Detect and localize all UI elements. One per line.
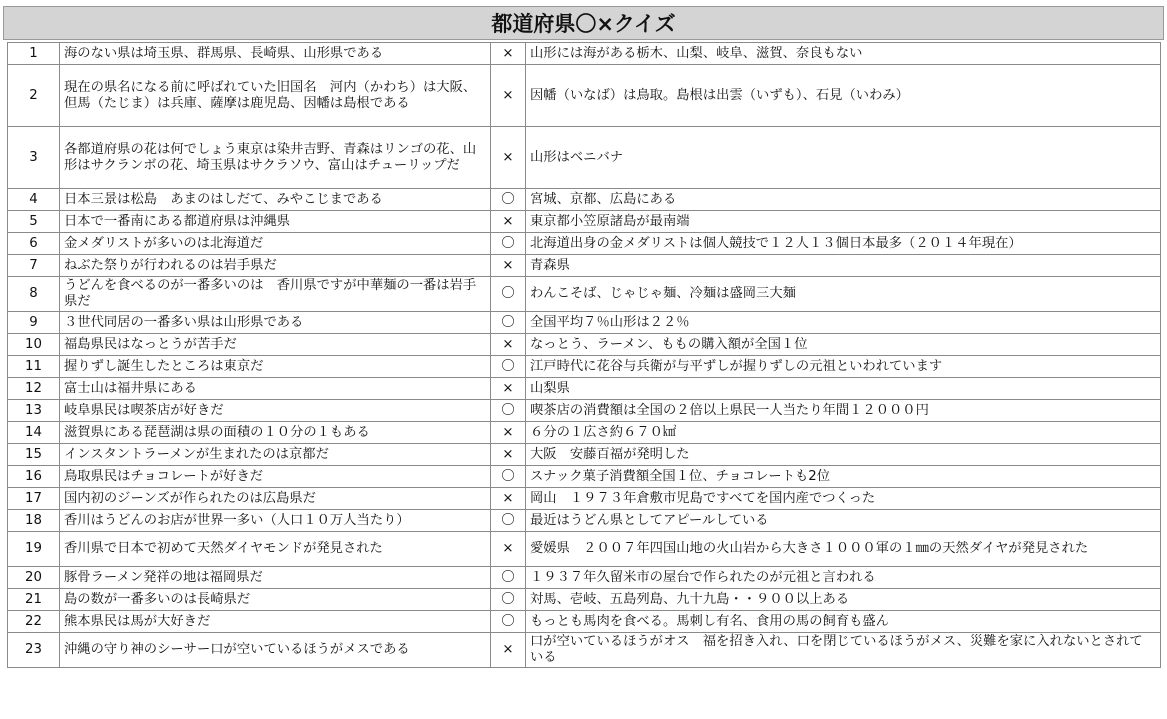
table-row bbox=[8, 312, 1161, 334]
quiz-answer-cell: 江戸時代に花谷与兵衛が与平ずしが握りずしの元祖といわれています bbox=[526, 356, 1161, 378]
quiz-question-cell: 岐阜県民は喫茶店が好きだ bbox=[60, 400, 491, 422]
quiz-answer-cell: ６分の１広さ約６７０㎢ bbox=[526, 422, 1161, 444]
quiz-mark-cell: × bbox=[491, 444, 526, 466]
quiz-question-cell: 鳥取県民はチョコレートが好きだ bbox=[60, 466, 491, 488]
quiz-number-cell: 9 bbox=[8, 312, 60, 334]
quiz-mark-cell: × bbox=[491, 422, 526, 444]
quiz-answer-cell: 対馬、壱岐、五島列島、九十九島・・９００以上ある bbox=[526, 589, 1161, 611]
quiz-answer-cell: 最近はうどん県としてアピールしている bbox=[526, 510, 1161, 532]
quiz-mark-cell: × bbox=[491, 65, 526, 127]
quiz-answer-cell: １９３７年久留米市の屋台で作られたのが元祖と言われる bbox=[526, 567, 1161, 589]
quiz-question-cell: 金メダリストが多いのは北海道だ bbox=[60, 233, 491, 255]
quiz-mark-cell: 〇 bbox=[491, 277, 526, 312]
quiz-mark-cell: 〇 bbox=[491, 510, 526, 532]
quiz-answer-cell: 全国平均７％山形は２２％ bbox=[526, 312, 1161, 334]
quiz-answer-cell: もっとも馬肉を食べる。馬刺し有名、食用の馬の飼育も盛ん bbox=[526, 611, 1161, 633]
quiz-answer-cell: 北海道出身の金メダリストは個人競技で１２人１３個日本最多（２０１４年現在） bbox=[526, 233, 1161, 255]
table-row bbox=[8, 589, 1161, 611]
quiz-answer-cell: わんこそば、じゃじゃ麺、冷麺は盛岡三大麺 bbox=[526, 277, 1161, 312]
quiz-answer-cell: 山形には海がある栃木、山梨、岐阜、滋賀、奈良もない bbox=[526, 43, 1161, 65]
quiz-number-cell: 10 bbox=[8, 334, 60, 356]
quiz-number-cell: 17 bbox=[8, 488, 60, 510]
quiz-answer-cell: 山梨県 bbox=[526, 378, 1161, 400]
quiz-number-cell: 15 bbox=[8, 444, 60, 466]
table-row bbox=[8, 611, 1161, 633]
quiz-mark-cell: × bbox=[491, 633, 526, 668]
quiz-mark-cell: 〇 bbox=[491, 611, 526, 633]
quiz-mark-cell: × bbox=[491, 43, 526, 65]
quiz-mark-cell: 〇 bbox=[491, 189, 526, 211]
quiz-sheet bbox=[3, 6, 1164, 668]
table-row bbox=[8, 65, 1161, 127]
quiz-number-cell: 8 bbox=[8, 277, 60, 312]
quiz-number-cell: 1 bbox=[8, 43, 60, 65]
table-row bbox=[8, 422, 1161, 444]
quiz-number-cell: 14 bbox=[8, 422, 60, 444]
quiz-question-cell: 福島県民はなっとうが苦手だ bbox=[60, 334, 491, 356]
table-row bbox=[8, 127, 1161, 189]
quiz-question-cell: うどんを食べるのが一番多いのは 香川県ですが中華麺の一番は岩手県だ bbox=[60, 277, 491, 312]
quiz-question-cell: 滋賀県にある琵琶湖は県の面積の１０分の１もある bbox=[60, 422, 491, 444]
quiz-number-cell: 6 bbox=[8, 233, 60, 255]
table-row bbox=[8, 189, 1161, 211]
quiz-question-cell: 島の数が一番多いのは長崎県だ bbox=[60, 589, 491, 611]
quiz-question-cell: 富士山は福井県にある bbox=[60, 378, 491, 400]
table-row bbox=[8, 356, 1161, 378]
quiz-number-cell: 11 bbox=[8, 356, 60, 378]
table-row bbox=[8, 567, 1161, 589]
quiz-question-cell: 各都道府県の花は何でしょう東京は染井吉野、青森はリンゴの花、山形はサクランボの花、埼玉県はサクラソウ、富山はチューリップだ bbox=[60, 127, 491, 189]
quiz-answer-cell: 山形はベニバナ bbox=[526, 127, 1161, 189]
sheet-title: 都道府県〇×クイズ bbox=[3, 6, 1164, 40]
quiz-answer-cell: 岡山 １９７３年倉敷市児島ですべてを国内産でつくった bbox=[526, 488, 1161, 510]
quiz-table bbox=[7, 42, 1161, 668]
quiz-answer-cell: なっとう、ラーメン、ももの購入額が全国１位 bbox=[526, 334, 1161, 356]
quiz-answer-cell: 大阪 安藤百福が発明した bbox=[526, 444, 1161, 466]
quiz-question-cell: インスタントラーメンが生まれたのは京都だ bbox=[60, 444, 491, 466]
quiz-question-cell: 国内初のジーンズが作られたのは広島県だ bbox=[60, 488, 491, 510]
quiz-number-cell: 3 bbox=[8, 127, 60, 189]
quiz-number-cell: 12 bbox=[8, 378, 60, 400]
quiz-mark-cell: 〇 bbox=[491, 400, 526, 422]
quiz-mark-cell: × bbox=[491, 211, 526, 233]
table-row bbox=[8, 43, 1161, 65]
quiz-mark-cell: × bbox=[491, 532, 526, 567]
quiz-table-body bbox=[8, 43, 1161, 668]
quiz-mark-cell: × bbox=[491, 334, 526, 356]
quiz-number-cell: 22 bbox=[8, 611, 60, 633]
quiz-answer-cell: 因幡（いなば）は鳥取。島根は出雲（いずも）、石見（いわみ） bbox=[526, 65, 1161, 127]
quiz-mark-cell: 〇 bbox=[491, 466, 526, 488]
quiz-question-cell: 海のない県は埼玉県、群馬県、長崎県、山形県である bbox=[60, 43, 491, 65]
quiz-answer-cell: 宮城、京都、広島にある bbox=[526, 189, 1161, 211]
quiz-number-cell: 16 bbox=[8, 466, 60, 488]
quiz-answer-cell: 青森県 bbox=[526, 255, 1161, 277]
quiz-question-cell: ねぶた祭りが行われるのは岩手県だ bbox=[60, 255, 491, 277]
quiz-number-cell: 5 bbox=[8, 211, 60, 233]
table-row bbox=[8, 334, 1161, 356]
quiz-answer-cell: 喫茶店の消費額は全国の２倍以上県民一人当たり年間１２０００円 bbox=[526, 400, 1161, 422]
quiz-mark-cell: × bbox=[491, 378, 526, 400]
quiz-mark-cell: × bbox=[491, 488, 526, 510]
table-row bbox=[8, 378, 1161, 400]
quiz-question-cell: 現在の県名になる前に呼ばれていた旧国名 河内（かわち）は大阪、但馬（たじま）は兵庫、薩摩は鹿児島、因幡は島根である bbox=[60, 65, 491, 127]
quiz-number-cell: 4 bbox=[8, 189, 60, 211]
quiz-answer-cell: 東京都小笠原諸島が最南端 bbox=[526, 211, 1161, 233]
table-row bbox=[8, 488, 1161, 510]
quiz-mark-cell: × bbox=[491, 255, 526, 277]
quiz-answer-cell: 口が空いているほうがオス 福を招き入れ、口を閉じているほうがメス、災難を家に入れないとされている bbox=[526, 633, 1161, 668]
quiz-answer-cell: 愛媛県 ２００７年四国山地の火山岩から大きさ１０００軍の１㎜の天然ダイヤが発見された bbox=[526, 532, 1161, 567]
table-row bbox=[8, 277, 1161, 312]
quiz-question-cell: 香川はうどんのお店が世界一多い（人口１０万人当たり） bbox=[60, 510, 491, 532]
table-row bbox=[8, 211, 1161, 233]
quiz-number-cell: 20 bbox=[8, 567, 60, 589]
quiz-question-cell: 豚骨ラーメン発祥の地は福岡県だ bbox=[60, 567, 491, 589]
quiz-question-cell: 握りずし誕生したところは東京だ bbox=[60, 356, 491, 378]
quiz-number-cell: 13 bbox=[8, 400, 60, 422]
quiz-question-cell: ３世代同居の一番多い県は山形県である bbox=[60, 312, 491, 334]
quiz-mark-cell: 〇 bbox=[491, 567, 526, 589]
quiz-mark-cell: 〇 bbox=[491, 233, 526, 255]
quiz-question-cell: 香川県で日本で初めて天然ダイヤモンドが発見された bbox=[60, 532, 491, 567]
quiz-question-cell: 日本で一番南にある都道府県は沖縄県 bbox=[60, 211, 491, 233]
table-row bbox=[8, 255, 1161, 277]
table-row bbox=[8, 444, 1161, 466]
quiz-question-cell: 沖縄の守り神のシーサー口が空いているほうがメスである bbox=[60, 633, 491, 668]
table-row bbox=[8, 466, 1161, 488]
quiz-number-cell: 2 bbox=[8, 65, 60, 127]
quiz-number-cell: 7 bbox=[8, 255, 60, 277]
quiz-mark-cell: × bbox=[491, 127, 526, 189]
quiz-mark-cell: 〇 bbox=[491, 589, 526, 611]
quiz-mark-cell: 〇 bbox=[491, 312, 526, 334]
table-row bbox=[8, 633, 1161, 668]
table-row bbox=[8, 233, 1161, 255]
quiz-question-cell: 日本三景は松島 あまのはしだて、みやこじまである bbox=[60, 189, 491, 211]
quiz-number-cell: 23 bbox=[8, 633, 60, 668]
quiz-number-cell: 19 bbox=[8, 532, 60, 567]
table-row bbox=[8, 400, 1161, 422]
quiz-question-cell: 熊本県民は馬が大好きだ bbox=[60, 611, 491, 633]
quiz-answer-cell: スナック菓子消費額全国１位、チョコレートも2位 bbox=[526, 466, 1161, 488]
quiz-mark-cell: 〇 bbox=[491, 356, 526, 378]
table-row bbox=[8, 510, 1161, 532]
quiz-number-cell: 18 bbox=[8, 510, 60, 532]
table-row bbox=[8, 532, 1161, 567]
quiz-number-cell: 21 bbox=[8, 589, 60, 611]
